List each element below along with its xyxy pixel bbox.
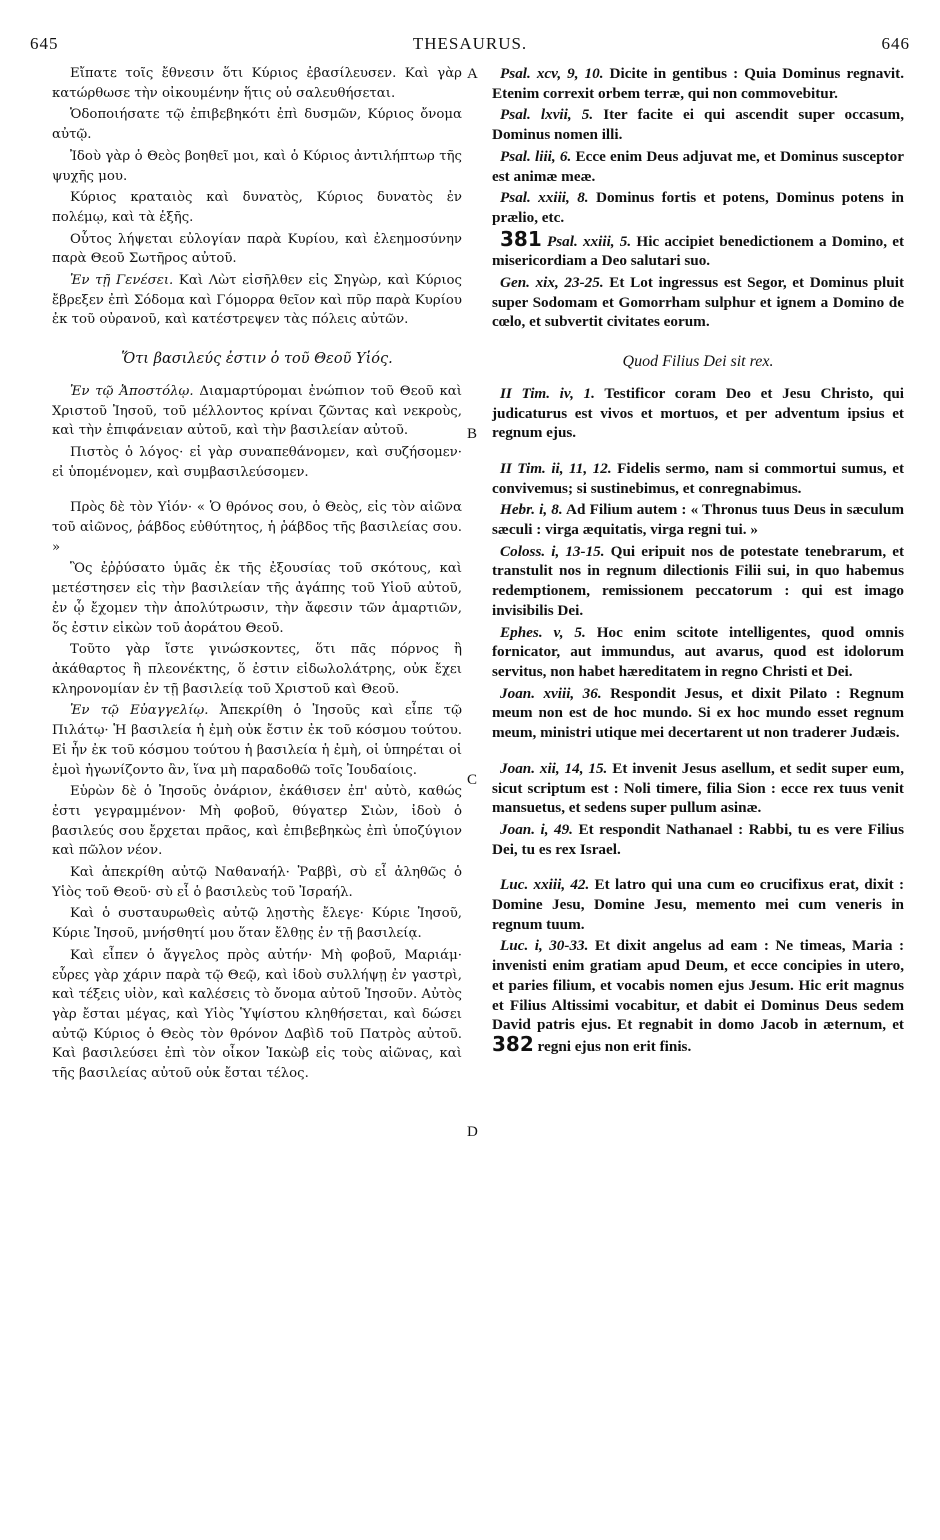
page-number-right: 646	[881, 34, 910, 53]
greek-verse-text: Πιστὸς ὁ λόγος· εἰ γὰρ συναπεθάνομεν, καὶ συζήσομεν· εἰ ὑπομένομεν, καὶ συμβασιλεύσομεν.	[52, 444, 462, 480]
running-title: THESAURUS.	[412, 34, 528, 53]
greek-paragraph	[52, 701, 462, 780]
greek-verse-text: Διαμαρτύρομαι ἐνώπιον τοῦ Θεοῦ καὶ Χριστοῦ Ἰησοῦ, τοῦ μέλλοντος κρίναι ζῶντας καὶ νεκροὺς, καὶ τὴν ἐπιφάνειαν αὐτοῦ, καὶ τὴν βασιλείαν αὐτοῦ.	[52, 383, 462, 439]
latin-paragraph	[492, 188, 904, 227]
latin-verse-text: Ecce enim Deus adjuvat me, et Dominus susceptor est animæ meæ.	[492, 147, 905, 185]
latin-verse-text: Et latro qui una cum eo crucifixus erat, dixit : Domine Jesu, Domine Jesu, memento mei cum veneris in regnum tuum.	[492, 876, 905, 933]
latin-paragraph	[492, 623, 904, 682]
latin-paragraph	[492, 875, 904, 934]
scripture-reference: Psal. xxiii, 8.	[500, 189, 589, 207]
scripture-reference: II Tim. iv, 1.	[500, 384, 595, 402]
greek-verse-text: Καὶ ὁ συσταυρωθεὶς αὐτῷ λῃστὴς ἔλεγε· Κύριε Ἰησοῦ, Κύριε Ἰησοῦ, μνήσθητί μου ὅταν ἔλθῃς ἐν τῇ βασιλείᾳ.	[52, 906, 462, 942]
greek-paragraph	[52, 64, 462, 103]
latin-paragraph	[492, 147, 904, 186]
greek-verse-text: Καὶ εἶπεν ὁ ἄγγελος πρὸς αὐτήν· Μὴ φοβοῦ, Μαριάμ· εὗρες γὰρ χάριν παρὰ τῷ Θεῷ, καὶ ἰδοὺ συλλήψῃ ἐν γαστρὶ, καὶ τέξεις υἱὸν, καὶ καλέσεις τὸ ὄνομα αὐτοῦ Ἰησοῦν. Αὐτὸς γὰρ ἔσται μέγας, καὶ Υἱὸς Ὑψίστου κληθήσεται, καὶ δώσει αὐτῷ Κύριος ὁ Θεὸς τὸν θρόνον Δαβὶδ τοῦ Πατρὸς αὐτοῦ. Καὶ βασιλεύσει ἐπὶ τὸν οἶκον Ἰακὼβ εἰς τοὺς αἰῶνας, καὶ τῆς βασιλείας αὐτοῦ οὐκ ἔσται τέλος.	[52, 947, 462, 1082]
latin-paragraph	[492, 936, 904, 1056]
latin-verse-text: Et dixit angelus ad eam : Ne timeas, Maria : invenisti enim gratiam apud Deum, et ecce concipies in utero, et paries filium, et vocabis nomen ejus Jesum. Hic erit magnus et Filius Altissimi vocabitur, et dabit ei Dominus Deus sedem David patris ejus. Et regnabit in domo Jacob in æternum, et	[492, 937, 905, 1034]
latin-paragraph	[492, 226, 905, 271]
scripture-reference: Psal. liii, 6.	[500, 147, 572, 165]
section-marker-b: B	[467, 426, 478, 442]
latin-paragraph	[492, 459, 904, 498]
latin-paragraph	[492, 684, 904, 743]
scripture-reference: Luc. i, 30-33.	[500, 937, 589, 955]
column-number: 381	[500, 226, 542, 251]
page-header	[30, 34, 910, 60]
scripture-reference: Joan. i, 49.	[500, 820, 573, 838]
greek-verse-text: Τοῦτο γὰρ ἴστε γινώσκοντες, ὅτι πᾶς πόρνος ἢ ἀκάθαρτος ἢ πλεονέκτης, ὅ ἐστιν εἰδωλολάτρης, οὐκ ἔχει κληρονομίαν ἐν τῇ βασιλείᾳ τοῦ Χριστοῦ καὶ Θεοῦ.	[52, 642, 462, 697]
scripture-reference: Gen. xix, 23-25.	[500, 274, 604, 292]
latin-verse-text: Et Lot ingressus est Segor, et Dominus pluit super Sodomam et Gomorrham sulphur et ignem a Domino de cœlo, et subvertit civitates eorum.	[492, 274, 905, 331]
greek-paragraph	[52, 105, 462, 144]
latin-verse-text: Iter facite ei qui ascendit super occasum, Dominus nomen illi.	[492, 106, 904, 144]
scripture-reference: II Tim. ii, 11, 12.	[500, 459, 612, 477]
section-marker-d: D	[467, 1124, 478, 1140]
greek-verse-text: Ἰδοὺ γὰρ ὁ Θεὸς βοηθεῖ μοι, καὶ ὁ Κύριος ἀντιλήπτωρ τῆς ψυχῆς μου.	[52, 148, 462, 184]
greek-paragraph	[52, 640, 462, 699]
page-number-left: 645	[30, 34, 59, 53]
greek-verse-text: Ἀπεκρίθη ὁ Ἰησοῦς καὶ εἶπε τῷ Πιλάτῳ· Ἡ βασιλεία ἡ ἐμὴ οὐκ ἔστιν ἐκ τοῦ κόσμου τούτου. Εἰ ἦν ἐκ τοῦ κόσμου τούτου ἡ βασιλεία ἡ ἐμὴ, οἱ ὑπηρέται οἱ ἐμοὶ ἠγωνίζοντο ἂν, ἵνα μὴ παραδοθῶ τοῖς Ἰουδαίοις.	[52, 703, 462, 778]
greek-verse-text: Εὑρὼν δὲ ὁ Ἰησοῦς ὀνάριον, ἐκάθισεν ἐπ' αὐτὸ, καθώς ἐστι γεγραμμένον· Μὴ φοβοῦ, θύγατερ Σιὼν, ἰδοὺ ὁ βασιλεύς σου ἔρχεται πρᾶος, καὶ ἐπιβεβηκὼς ἐπὶ ὑποζύγιον καὶ πῶλον νέον.	[52, 784, 462, 859]
greek-paragraph	[52, 382, 462, 441]
latin-verse-text: Ad Filium autem : « Thronus tuus Deus in sæculum sæculi : virga æquitatis, virga regni tui. »	[492, 501, 904, 539]
latin-verse-text: Hic accipiet benedictionem a Domino, et misericordiam a Deo salutari suo.	[492, 232, 905, 270]
latin-verse-text: Hoc enim scitote intelligentes, quod omnis fornicator, aut immundus, aut avarus, quod est idolorum servitus, non habet hæreditatem in regno Christi et Dei.	[492, 623, 904, 680]
latin-section-heading: Quod Filius Dei sit rex.	[622, 353, 774, 371]
scripture-reference: Joan. xviii, 36.	[500, 684, 602, 702]
latin-verse-text-tail: regni ejus non erit finis.	[537, 1037, 692, 1055]
latin-paragraph	[492, 273, 904, 332]
greek-paragraph	[52, 904, 462, 943]
greek-paragraph	[52, 559, 462, 638]
scripture-reference: Hebr. i, 8.	[500, 501, 563, 519]
latin-paragraph	[492, 500, 904, 539]
section-marker-a: A	[467, 66, 478, 82]
greek-paragraph	[52, 188, 462, 227]
latin-paragraph	[492, 542, 904, 621]
greek-paragraph	[52, 946, 462, 1084]
latin-verse-text: Testificor coram Deo et Jesu Christo, qui judicaturus est vivos et mortuos, et per adventum ipsius et regnum ejus.	[492, 384, 904, 442]
latin-paragraph	[492, 64, 904, 103]
greek-verse-text: Πρὸς δὲ τὸν Υἱόν· « Ὁ θρόνος σου, ὁ Θεὸς, εἰς τὸν αἰῶνα τοῦ αἰῶνος, ῥάβδος εὐθύτητος, ἡ ῥάβδος τῆς βασιλείας σου. »	[52, 500, 462, 555]
latin-verse-text: Dominus fortis et potens, Dominus potens in prælio, etc.	[492, 189, 904, 226]
latin-paragraph	[492, 384, 904, 443]
greek-paragraph	[52, 147, 462, 186]
greek-column	[52, 64, 462, 1086]
latin-paragraph	[492, 759, 904, 818]
latin-verse-text: Qui eripuit nos de potestate tenebrarum, et transtulit nos in regnum dilectionis Filii sui, in quo habemus redemptionem, remissionem peccatorum : qui est imago invisibilis Dei.	[492, 542, 904, 619]
scripture-reference: Psal. xcv, 9, 10.	[500, 65, 604, 82]
latin-verse-text: Respondit Jesus, et dixit Pilato : Regnum meum non est de hoc mundo. Si ex hoc mundo esset regnum meum, ministri utique mei decertarent ut non traderer Judæis.	[492, 684, 904, 742]
latin-paragraph	[492, 820, 904, 859]
latin-verse-text: Et invenit Jesus asellum, et sedit super eum, sicut scriptum est : Noli timere, filia Sion : ecce rex tuus venit mansuetus, et sedens super pullum asinæ.	[492, 759, 905, 817]
scripture-reference: Coloss. i, 13-15.	[500, 542, 605, 560]
scripture-reference: Ἐν τῇ Γενέσει.	[70, 273, 174, 289]
scripture-reference: Ἐν τῷ Εὐαγγελίῳ.	[70, 703, 209, 719]
scripture-reference: Ἐν τῷ Ἀποστόλῳ.	[70, 383, 194, 399]
greek-paragraph	[52, 863, 462, 902]
greek-verse-text: Ὁδοποιήσατε τῷ ἐπιβεβηκότι ἐπὶ δυσμῶν, Κύριος ὄνομα αὐτῷ.	[52, 107, 462, 143]
scripture-reference: Psal. lxvii, 5.	[500, 106, 594, 124]
greek-paragraph	[52, 498, 462, 557]
greek-verse-text: Κύριος κραταιὸς καὶ δυνατὸς, Κύριος δυνατὸς ἐν πολέμῳ, καὶ τὰ ἑξῆς.	[52, 190, 462, 225]
column-number: 382	[492, 1031, 534, 1056]
scripture-reference: Psal. xxiii, 5.	[546, 232, 632, 250]
greek-verse-text: Καὶ Λὼτ εἰσῆλθεν εἰς Σηγὼρ, καὶ Κύριος ἔβρεξεν ἐπὶ Σόδομα καὶ Γόμορρα θεῖον καὶ πῦρ παρὰ Κυρίου ἐκ τοῦ οὐρανοῦ, καὶ κατέστρεψεν τὰς πόλεις αὐτῶν.	[52, 273, 463, 328]
greek-paragraph	[52, 443, 462, 482]
latin-verse-text: Fidelis sermo, nam si commortui sumus, et convivemus; si sustinebimus, et conregnabimus.	[492, 459, 904, 497]
scripture-reference: Luc. xxiii, 42.	[500, 876, 590, 894]
latin-verse-text: Et respondit Nathanael : Rabbi, tu es vere Filius Dei, tu es rex Israel.	[492, 820, 904, 858]
greek-verse-text: Οὗτος λήψεται εὐλογίαν παρὰ Κυρίου, καὶ ἐλεημοσύνην παρὰ Θεοῦ Σωτῆρος αὐτοῦ.	[52, 231, 462, 267]
greek-paragraph	[52, 271, 462, 330]
scripture-reference: Ephes. v, 5.	[500, 623, 586, 641]
greek-section-heading: Ὅτι βασιλεύς ἐστιν ὁ τοῦ Θεοῦ Υἱός.	[121, 351, 393, 368]
latin-paragraph	[492, 105, 904, 144]
latin-verse-text: Dicite in gentibus : Quia Dominus regnavit. Etenim correxit orbem terræ, qui non commovebitur.	[492, 65, 904, 102]
greek-verse-text: Καὶ ἀπεκρίθη αὐτῷ Ναθαναήλ· Ῥαββὶ, σὺ εἶ ἀληθῶς ὁ Υἱὸς τοῦ Θεοῦ· σὺ εἶ ὁ βασιλεὺς τοῦ Ἰσραήλ.	[52, 865, 462, 900]
latin-column	[492, 64, 904, 1059]
section-marker-c: C	[467, 772, 478, 788]
greek-paragraph	[52, 782, 462, 861]
greek-verse-text: Ὃς ἐῤῥύσατο ὑμᾶς ἐκ τῆς ἐξουσίας τοῦ σκότους, καὶ μετέστησεν εἰς τὴν βασιλείαν τῆς ἀγάπης τοῦ Υἱοῦ αὐτοῦ, ἐν ᾧ ἔχομεν τὴν ἀπολύτρωσιν, τὴν ἄφεσιν τῶν ἁμαρτιῶν, ὅς ἐστιν εἰκὼν τοῦ ἀοράτου Θεοῦ.	[52, 561, 462, 636]
greek-paragraph	[52, 230, 462, 269]
greek-verse-text: Εἴπατε τοῖς ἔθνεσιν ὅτι Κύριος ἐβασίλευσεν. Καὶ γὰρ κατώρθωσε τὴν οἰκουμένην ἥτις οὐ σαλευθήσεται.	[52, 66, 462, 101]
scripture-reference: Joan. xii, 14, 15.	[500, 759, 608, 777]
